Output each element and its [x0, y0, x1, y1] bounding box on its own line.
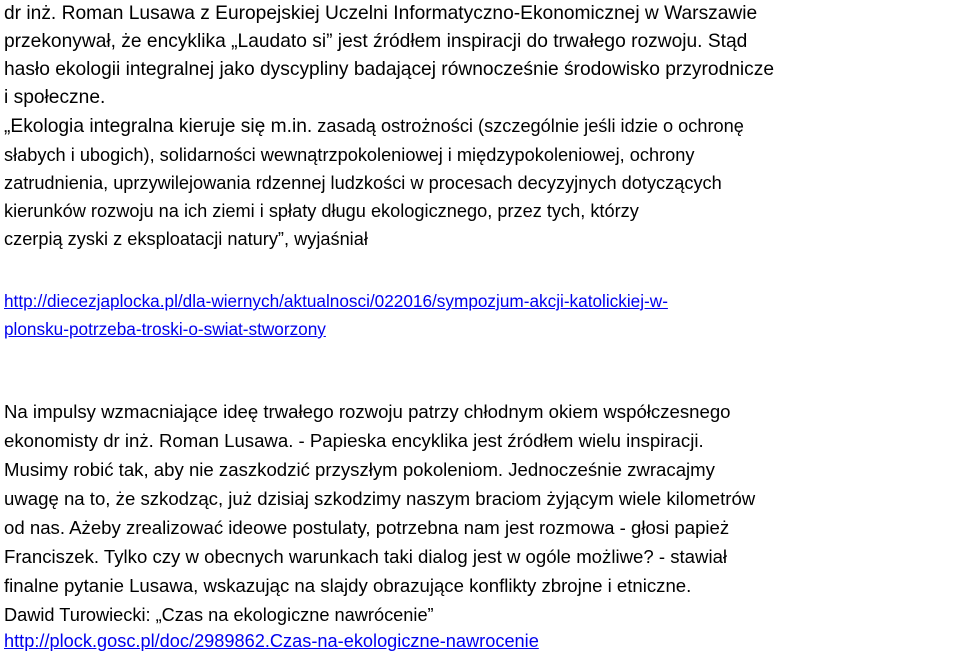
quote-line-4: kierunków rozwoju na ich ziemi i spłaty długu ekologicznego, przez tych, którzy [4, 201, 639, 221]
source-citation: Dawid Turowiecki: „Czas na ekologiczne nawrócenie” [4, 605, 434, 625]
diecezja-link-line-2[interactable]: plonsku-potrzeba-troski-o-swiat-stworzony [4, 319, 326, 339]
commentary-line-4: uwagę na to, że szkodząc, już dzisiaj szkodzimy naszym braciom żyjącym wiele kilometrów [4, 488, 756, 509]
commentary-line-3: Musimy robić tak, aby nie zaszkodzić przyszłym pokoleniom. Jednocześnie zwracajmy [4, 459, 715, 480]
quote-lead-rest: zasadą ostrożności (szczególnie jeśli idzie o ochronę [312, 116, 744, 136]
intro-line-2: przekonywał, że encyklika „Laudato si” jest źródłem inspiracji do trwałego rozwoju. Stąd [4, 31, 748, 52]
quote-line-2: słabych i ubogich), solidarności wewnątrzpokoleniowej i międzypokoleniowej, ochrony [4, 145, 695, 165]
commentary-line-7: finalne pytanie Lusawa, wskazując na slajdy obrazujące konflikty zbrojne i etniczne. [4, 575, 692, 596]
article-source [4, 602, 956, 654]
quote-paragraph [4, 112, 956, 253]
diecezja-link-line-1[interactable]: http://diecezjaplocka.pl/dla-wiernych/aktualnosci/022016/sympozjum-akcji-katolickiej-w- [4, 291, 668, 311]
quote-line-5: czerpią zyski z eksploatacji natury”, wyjaśniał [4, 229, 368, 249]
commentary-line-1: Na impulsy wzmacniające ideę trwałego rozwoju patrzy chłodnym okiem współczesnego [4, 401, 731, 422]
gosc-link[interactable]: http://plock.gosc.pl/doc/2989862.Czas-na-ekologiczne-nawrocenie [4, 631, 539, 651]
intro-line-1: dr inż. Roman Lusawa z Europejskiej Uczelni Informatyczno-Ekonomicznej w Warszawie [4, 3, 758, 24]
intro-line-3: hasło ekologii integralnej jako dyscypliny badającej równocześnie środowisko przyrodnicze [4, 59, 775, 80]
quote-line-3: zatrudnienia, uprzywilejowania rdzennej ludzkości w procesach decyzyjnych dotyczących [4, 173, 722, 193]
intro-line-4: i społeczne. [4, 87, 106, 108]
commentary-line-6: Franciszek. Tylko czy w obecnych warunkach taki dialog jest w ogóle możliwe? - stawiał [4, 546, 728, 567]
intro-paragraph [4, 0, 956, 112]
quote-line-1 [4, 112, 956, 141]
source-link-block [4, 287, 956, 343]
commentary-line-2: ekonomisty dr inż. Roman Lusawa. - Papieska encyklika jest źródłem wielu inspiracji. [4, 430, 704, 451]
quote-lead: „Ekologia integralna kieruje się m.in. [4, 116, 313, 137]
commentary-line-5: od nas. Ażeby zrealizować ideowe postulaty, potrzebna nam jest rozmowa - głosi papież [4, 517, 730, 538]
commentary-paragraph [4, 397, 956, 600]
